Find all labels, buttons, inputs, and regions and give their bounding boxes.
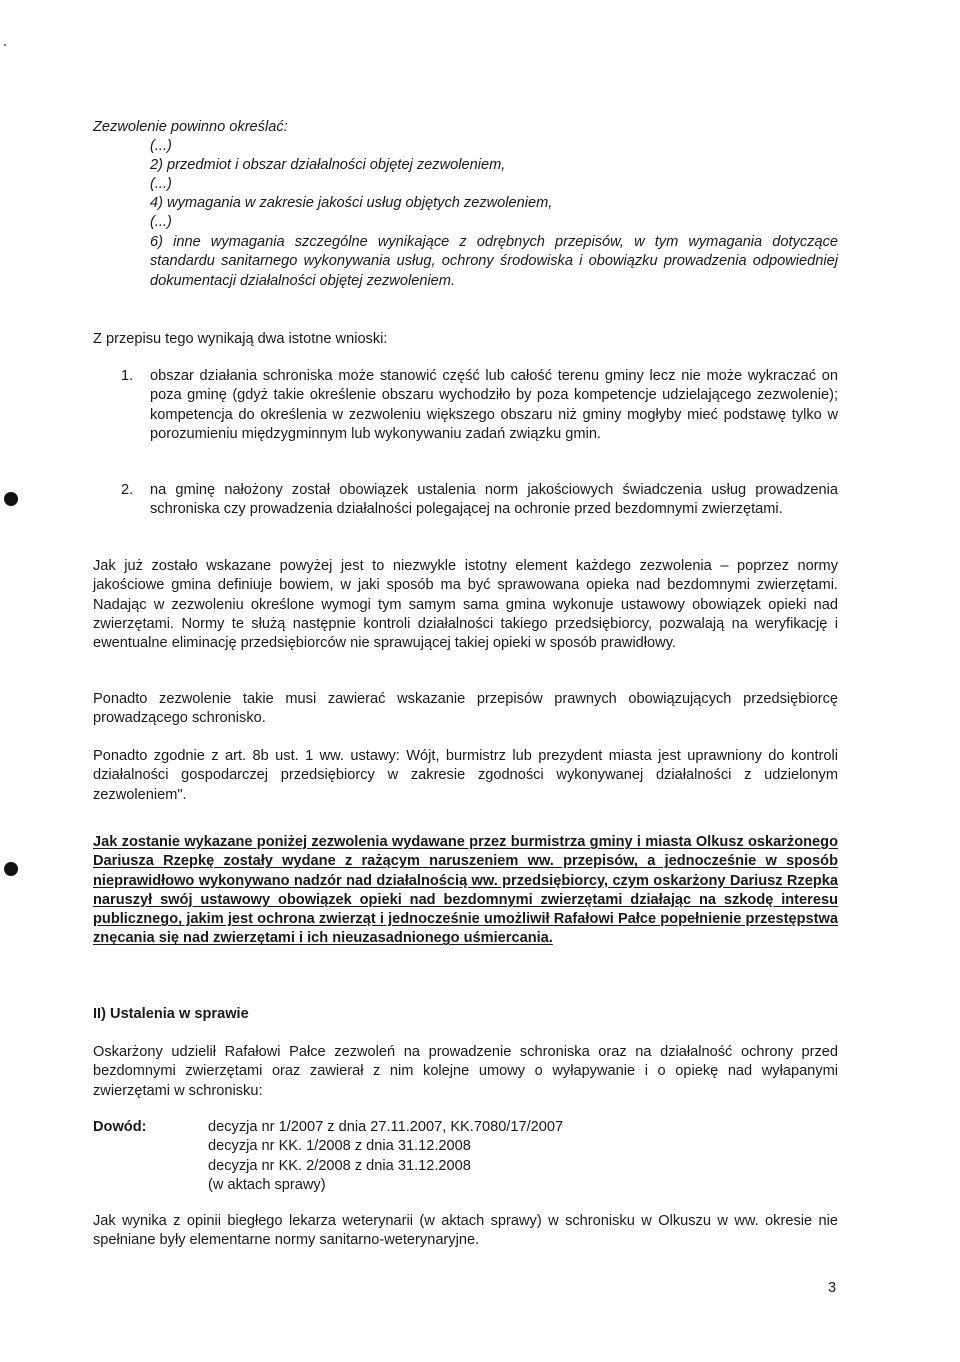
conclusions-intro: Z przepisu tego wynikają dwa istotne wnioski: — [93, 331, 388, 347]
evidence-list — [208, 1118, 838, 1195]
scan-speck — [4, 44, 6, 46]
quote-ellipsis-3: (...) — [150, 214, 172, 230]
evidence-item: decyzja nr 1/2007 z dnia 27.11.2007, KK.7080/17/2007 — [208, 1119, 564, 1135]
quote-item-2: 2) przedmiot i obszar działalności objętej zezwoleniem, — [150, 157, 506, 173]
quote-item-6: 6) inne wymagania szczególne wynikające z odrębnych przepisów, w tym wymagania dotyczące standardu sanitarnego wykonywania usług, ochrony środowiska i obowiązku prowadzenia odpowiedniej dokumentacji działalności objętej zezwoleniem. — [150, 234, 838, 289]
evidence-label: Dowód: — [93, 1119, 147, 1135]
conclusion-number-1: 1. — [121, 368, 134, 384]
section-heading: II) Ustalenia w sprawie — [93, 1006, 249, 1022]
evidence-item: (w aktach sprawy) — [208, 1176, 326, 1193]
evidence-item: decyzja nr KK. 2/2008 z dnia 31.12.2008 — [208, 1157, 471, 1174]
conclusion-number-2: 2. — [121, 482, 134, 498]
paragraph-vet-opinion: Jak wynika z opinii biegłego lekarza weterynarii (w aktach sprawy) w schronisku w Olkuszu w ww. okresie nie spełniane były elementarne normy sanitarno-weterynaryjne. — [93, 1213, 838, 1249]
quote-ellipsis-1: (...) — [150, 138, 172, 154]
conclusion-text-1: obszar działania schroniska może stanowić część lub całość terenu gminy lecz nie może wykraczać on poza gminę (gdyż takie określenie obszaru wychodziło by poza kompetencje udzielającego zezwolenie); kompetencja do określenia w zezwoleniu większego obszaru niż gminy mogłyby mieć podstawę tylko w porozumieniu międzygminnym lub wykonywaniu zadań związku gmin. — [150, 368, 838, 442]
page-number: 3 — [828, 1280, 837, 1296]
punch-hole-bottom — [4, 862, 18, 876]
paragraph-permits: Oskarżony udzielił Rafałowi Pałce zezwoleń na prowadzenie schroniska oraz na działalność ochrony przed bezdomnymi zwierzętami oraz zawierał z nim kolejne umowy o wyłapywanie i o opiekę nad wyłapanymi zwierzętami w schronisku: — [93, 1044, 838, 1099]
conclusion-text-2: na gminę nałożony został obowiązek ustalenia norm jakościowych świadczenia usług prowadzenia schroniska czy prowadzenia działalności polegającej na ochronie przed bezdomnymi zwierzętami. — [150, 482, 838, 518]
paragraph-accusation: Jak zostanie wykazane poniżej zezwolenia wydawane przez burmistrza gminy i miasta Olkusz oskarżonego Dariusza Rzepkę zostały wydane z rażącym naruszeniem ww. przepisów, a jednocześnie w sposób nieprawidłowo wykonywano nadzór nad działalnością ww. przedsiębiorcy, czym oskarżony Dariusz Rzepka naruszył swój ustawowy obowiązek opieki nad bezdomnymi zwierzętami działając na szkodę interesu publicznego, jakim jest ochrona zwierząt i jednocześnie umożliwił Rafałowi Pałce popełnienie przestępstwa znęcania się nad zwierzętami i ich nieuzasadnionego uśmiercania. — [93, 834, 838, 947]
paragraph-art-8b: Ponadto zgodnie z art. 8b ust. 1 ww. ustawy: Wójt, burmistrz lub prezydent miasta jest uprawniony do kontroli działalności gospodarczej przedsiębiorcy w zakresie zgodności wykonywanej działalności z udzielonym zezwoleniem". — [93, 748, 838, 803]
paragraph-quality-norms: Jak już zostało wskazane powyżej jest to niezwykle istotny element każdego zezwolenia – poprzez normy jakościowe gmina definiuje bowiem, w jaki sposób ma być sprawowana opieka nad bezdomnymi zwierzętami. Nadając w zezwoleniu określone wymogi tym samym sama gmina wykonuje ustawowy obowiązek opieki nad zwierzętami. Normy te służą następnie kontroli działalności takiego przedsiębiorcy, pozwalają na weryfikację i ewentualne eliminację przedsiębiorców nie sprawującej takiej opieki w sposób prawidłowy. — [93, 558, 838, 652]
punch-hole-top — [4, 492, 18, 506]
quote-item-4: 4) wymagania w zakresie jakości usług objętych zezwoleniem, — [150, 195, 553, 211]
evidence-item: decyzja nr KK. 1/2008 z dnia 31.12.2008 — [208, 1138, 471, 1155]
quote-ellipsis-2: (...) — [150, 176, 172, 192]
quote-intro: Zezwolenie powinno określać: — [93, 119, 288, 135]
paragraph-legal-provisions: Ponadto zezwolenie takie musi zawierać wskazanie przepisów prawnych obowiązujących przedsiębiorcę prowadzącego schronisko. — [93, 691, 838, 727]
